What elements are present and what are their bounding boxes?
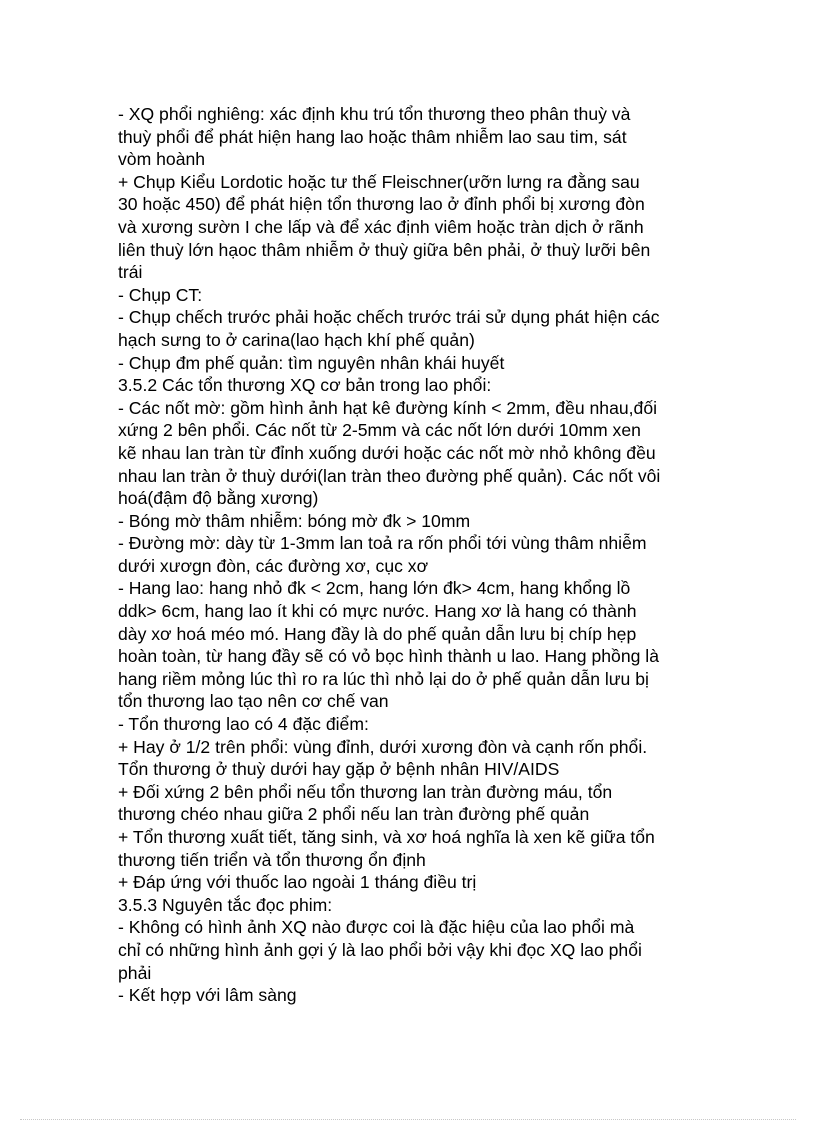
text-line: + Đáp ứng với thuốc lao ngoài 1 tháng điều trị: [118, 872, 477, 893]
text-line: 3.5.2 Các tổn thương XQ cơ bản trong lao phổi:: [118, 375, 492, 396]
text-line: nhau lan tràn ở thuỳ dưới(lan tràn theo đường phế quản). Các nốt vôi: [118, 465, 661, 486]
text-line: xứng 2 bên phổi. Các nốt từ 2-5mm và các nốt lớn dưới 10mm xen: [118, 420, 641, 441]
text-line: và xương sườn I che lấp và để xác định viêm hoặc tràn dịch ở rãnh: [118, 216, 644, 237]
page-footer-divider: [20, 1119, 796, 1120]
text-line: - Chụp CT:: [118, 284, 203, 305]
text-line: dưới xươgn đòn, các đường xơ, cục xơ: [118, 555, 429, 576]
text-line: trái: [118, 262, 143, 283]
text-line: - Hang lao: hang nhỏ đk < 2cm, hang lớn đk> 4cm, hang khổng lồ: [118, 578, 631, 599]
text-line: tổn thương lao tạo nên cơ chế van: [118, 691, 389, 712]
text-line: + Hay ở 1/2 trên phổi: vùng đỉnh, dưới xương đòn và cạnh rốn phổi.: [118, 736, 648, 757]
text-line: - Đường mờ: dày từ 1-3mm lan toả ra rốn phổi tới vùng thâm nhiễm: [118, 533, 647, 554]
text-line: Tổn thương ở thuỳ dưới hay gặp ở bệnh nhân HIV/AIDS: [118, 759, 560, 780]
text-line: hoàn toàn, từ hang đầy sẽ có vỏ bọc hình thành u lao. Hang phồng là: [118, 646, 659, 667]
text-line: - Tổn thương lao có 4 đặc điểm:: [118, 714, 369, 735]
text-line: thuỳ phổi để phát hiện hang lao hoặc thâm nhiễm lao sau tim, sát: [118, 126, 627, 147]
text-line: ddk> 6cm, hang lao ít khi có mực nước. Hang xơ là hang có thành: [118, 601, 637, 622]
text-line: - Bóng mờ thâm nhiễm: bóng mờ đk > 10mm: [118, 510, 471, 531]
text-line: chỉ có những hình ảnh gợi ý là lao phổi bởi vậy khi đọc XQ lao phổi: [118, 939, 642, 960]
text-line: - Không có hình ảnh XQ nào được coi là đặc hiệu của lao phổi mà: [118, 917, 635, 938]
text-line: hoá(đậm độ bằng xương): [118, 488, 319, 509]
text-line: dày xơ hoá méo mó. Hang đầy là do phế quản dẫn lưu bị chíp hẹp: [118, 623, 637, 644]
text-line: - XQ phổi nghiêng: xác định khu trú tổn thương theo phân thuỳ và: [118, 104, 631, 124]
text-line: + Tổn thương xuất tiết, tăng sinh, và xơ hoá nghĩa là xen kẽ giữa tổn: [118, 827, 655, 847]
text-line: liên thuỳ lớn hạoc thâm nhiễm ở thuỳ giữa bên phải, ở thuỳ lưỡi bên: [118, 239, 651, 260]
text-line: 3.5.3 Nguyên tắc đọc phim:: [118, 894, 333, 915]
text-line: - Các nốt mờ: gồm hình ảnh hạt kê đường kính < 2mm, đều nhau,đối: [118, 397, 658, 418]
text-line: thương tiến triển và tổn thương ổn định: [118, 849, 426, 870]
text-line: thương chéo nhau giữa 2 phổi nếu lan tràn đường phế quản: [118, 804, 590, 825]
document-body: [118, 103, 708, 1007]
text-line: phải: [118, 962, 152, 983]
text-line: + Chụp Kiểu Lordotic hoặc tư thế Fleischner(ưỡn lưng ra đằng sau: [118, 171, 640, 192]
text-line: + Đối xứng 2 bên phổi nếu tổn thương lan tràn đường máu, tổn: [118, 781, 613, 802]
text-line: - Chụp đm phế quản: tìm nguyên nhân khái huyết: [118, 352, 505, 373]
text-line: vòm hoành: [118, 149, 206, 170]
text-line: hang riềm mỏng lúc thì ro ra lúc thì nhỏ lại do ở phế quản dẫn lưu bị: [118, 668, 649, 689]
text-line: - Kết hợp với lâm sàng: [118, 985, 297, 1006]
text-line: hạch sưng to ở carina(lao hạch khí phế quản): [118, 329, 475, 350]
text-line: kẽ nhau lan tràn từ đỉnh xuống dưới hoặc các nốt mờ nhỏ không đều: [118, 442, 656, 463]
text-line: 30 hoặc 450) để phát hiện tổn thương lao ở đỉnh phổi bị xương đòn: [118, 194, 645, 215]
text-line: - Chụp chếch trước phải hoặc chếch trước trái sử dụng phát hiện các: [118, 307, 660, 328]
